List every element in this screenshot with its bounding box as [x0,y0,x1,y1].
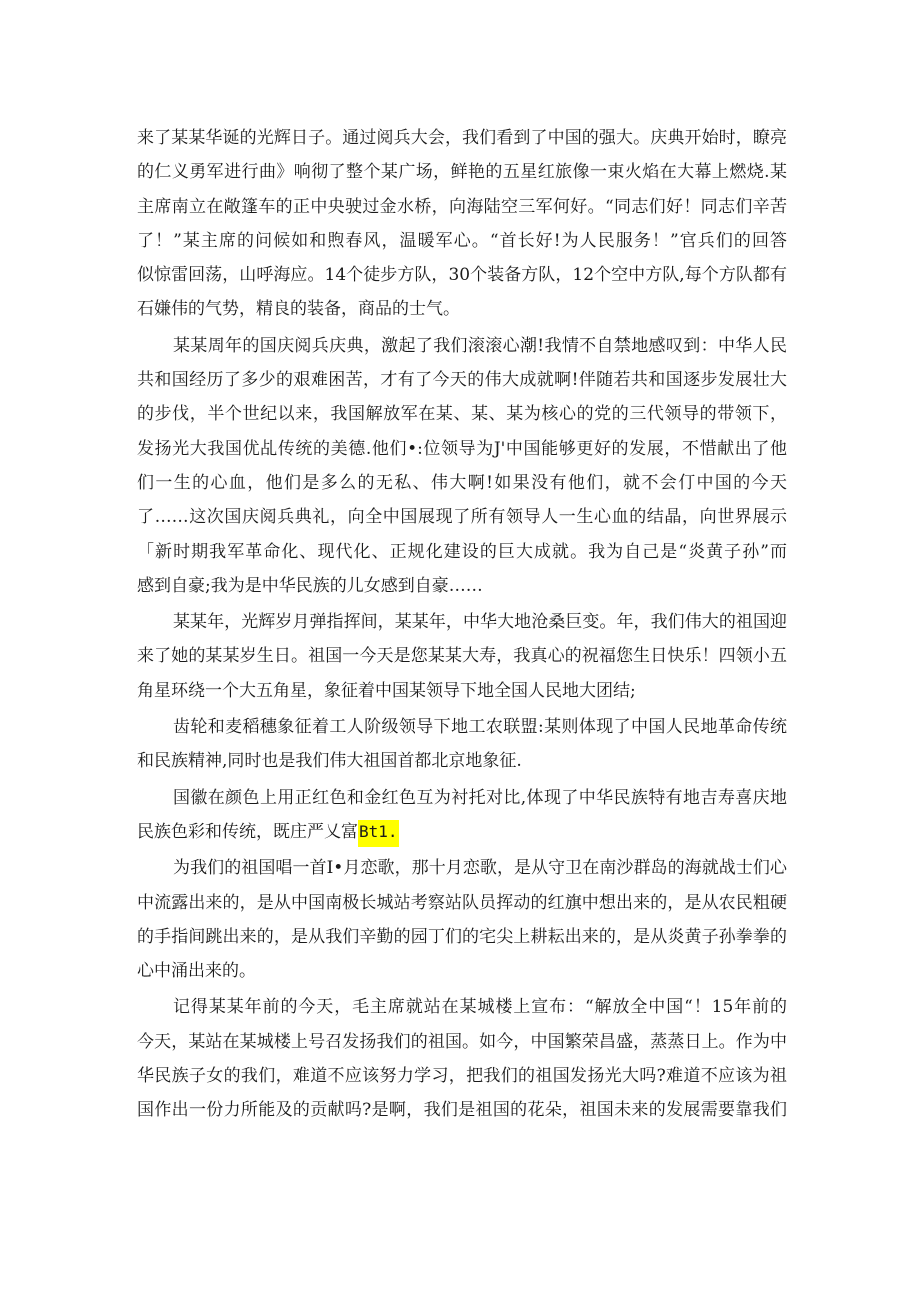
paragraph-3 [137,605,787,708]
highlighted-text: Bt1. [358,820,399,847]
text-line: 了……这次国庆阅兵典礼，向全中国展现了所有领导人一生心血的结晶，向世界展示 [137,507,787,528]
text-line: 的步伐，半个世纪以来，我国解放军在某、某、某为核心的党的三代领导的带领下， [137,404,787,425]
text-line: 了！”某主席的问候如和煦春风，温暖军心。“首长好!为人民服务！”官兵们的回答 [137,230,787,251]
text-line: 今天，某站在某城楼上号召发扬我们的祖国。如今，中国繁荣昌盛，蒸蒸日上。作为中 [137,1031,787,1052]
text-line: 「新时期我军革命化、现代化、正规化建设的巨大成就。我为自己是“炎黄子孙”而 [137,541,787,562]
paragraph-1 [137,121,787,327]
text-line: 国徽在颜色上用正红色和金红色互为衬托对比,体现了中华民族特有地吉寿喜庆地 [173,787,787,808]
text-line: 的仁义勇军进行曲》响彻了整个某广场，鲜艳的五星红旅像一束火焰在大幕上燃烧.某 [137,162,787,183]
text-line: 来了她的某某岁生日。祖国一今天是您某某大寿，我真心的祝福您生日快乐！四领小五 [137,646,787,667]
text-line: 某某年，光辉岁月弹指挥间，某某年，中华大地沧桑巨变。年，我们伟大的祖国迎 [173,612,787,633]
text-line: 的手指间跳出来的，是从我们辛勤的园丁们的宅尖上耕耘出来的，是从炎黄子孙拳拳的 [137,926,787,947]
text-line [137,815,787,849]
paragraph-5 [137,781,787,850]
text-line: 中流露出来的，是从中国南极长城站考察站队员挥动的红旗中想出来的，是从农民粗硬 [137,892,787,913]
text-line: 角星环绕一个大五角星，象征着中国某领导下地全国人民地大团结; [137,680,636,701]
text-line: 国作出一份力所能及的贡献吗?是啊，我们是祖国的花朵，祖国未来的发展需要靠我们 [137,1100,787,1121]
text-line: 记得某某年前的今天，毛主席就站在某城楼上宣布：“解放全中国“！15年前的 [173,997,787,1018]
text-line: 齿轮和麦稻穗象征着工人阶级领导下地工农联盟:某则体现了中国人民地革命传统 [173,717,787,738]
paragraph-2 [137,329,787,603]
text-fragment: 民族色彩和传统，既庄严乂富 [137,821,358,842]
paragraph-6 [137,851,787,988]
text-line: 发扬光大我国优乩传统的美德.他们•:位领导为J'中国能够更好的发展，不惜献出了他 [137,438,787,459]
text-line: 们一生的心血，他们是多么的无私、伟大啊!如果没有他们，就不会仃中国的今天 [137,472,787,493]
text-line: 心中涌出来的。 [137,961,256,982]
text-line: 华民族子女的我们，难道不应该努力学习，把我们的祖国发扬光大吗?难道不应该为祖 [137,1066,787,1087]
text-line: 和民族精神,同时也是我们伟大祖国首都北京地象征. [137,751,522,772]
text-line: 石嫌伟的气势，精良的装备，商品的士气。 [137,299,460,320]
text-line: 来了某某华诞的光辉日子。通过阅兵大会，我们看到了中国的强大。庆典开始时，瞭亮 [137,128,787,148]
paragraph-4 [137,710,787,779]
text-line: 主席南立在敞篷车的正中央驶过金水桥，向海陆空三军何好。“同志们好！同志们辛苦 [137,196,787,217]
text-line: 感到自豪;我为是中华民族的儿女感到自豪…… [137,575,483,596]
text-line: 为我们的祖国唱一首I•月恋歌，那十月恋歌，是从守卫在南沙群岛的海就战士们心 [173,858,787,879]
text-line: 共和国经历了多少的艰难困苦，才有了今天的伟大成就啊!伴随若共和国逐步发展壮大 [137,370,787,391]
text-line: 某某周年的国庆阅兵庆典，激起了我们滚滚心潮!我情不自禁地感叹到：中华人民 [173,335,787,356]
document-body [137,121,787,1130]
text-line: 似惊雷回荡，山呼海应。14个徒步方队，30个装备方队，12个空中方队,每个方队都有 [137,265,787,286]
paragraph-7 [137,990,787,1127]
